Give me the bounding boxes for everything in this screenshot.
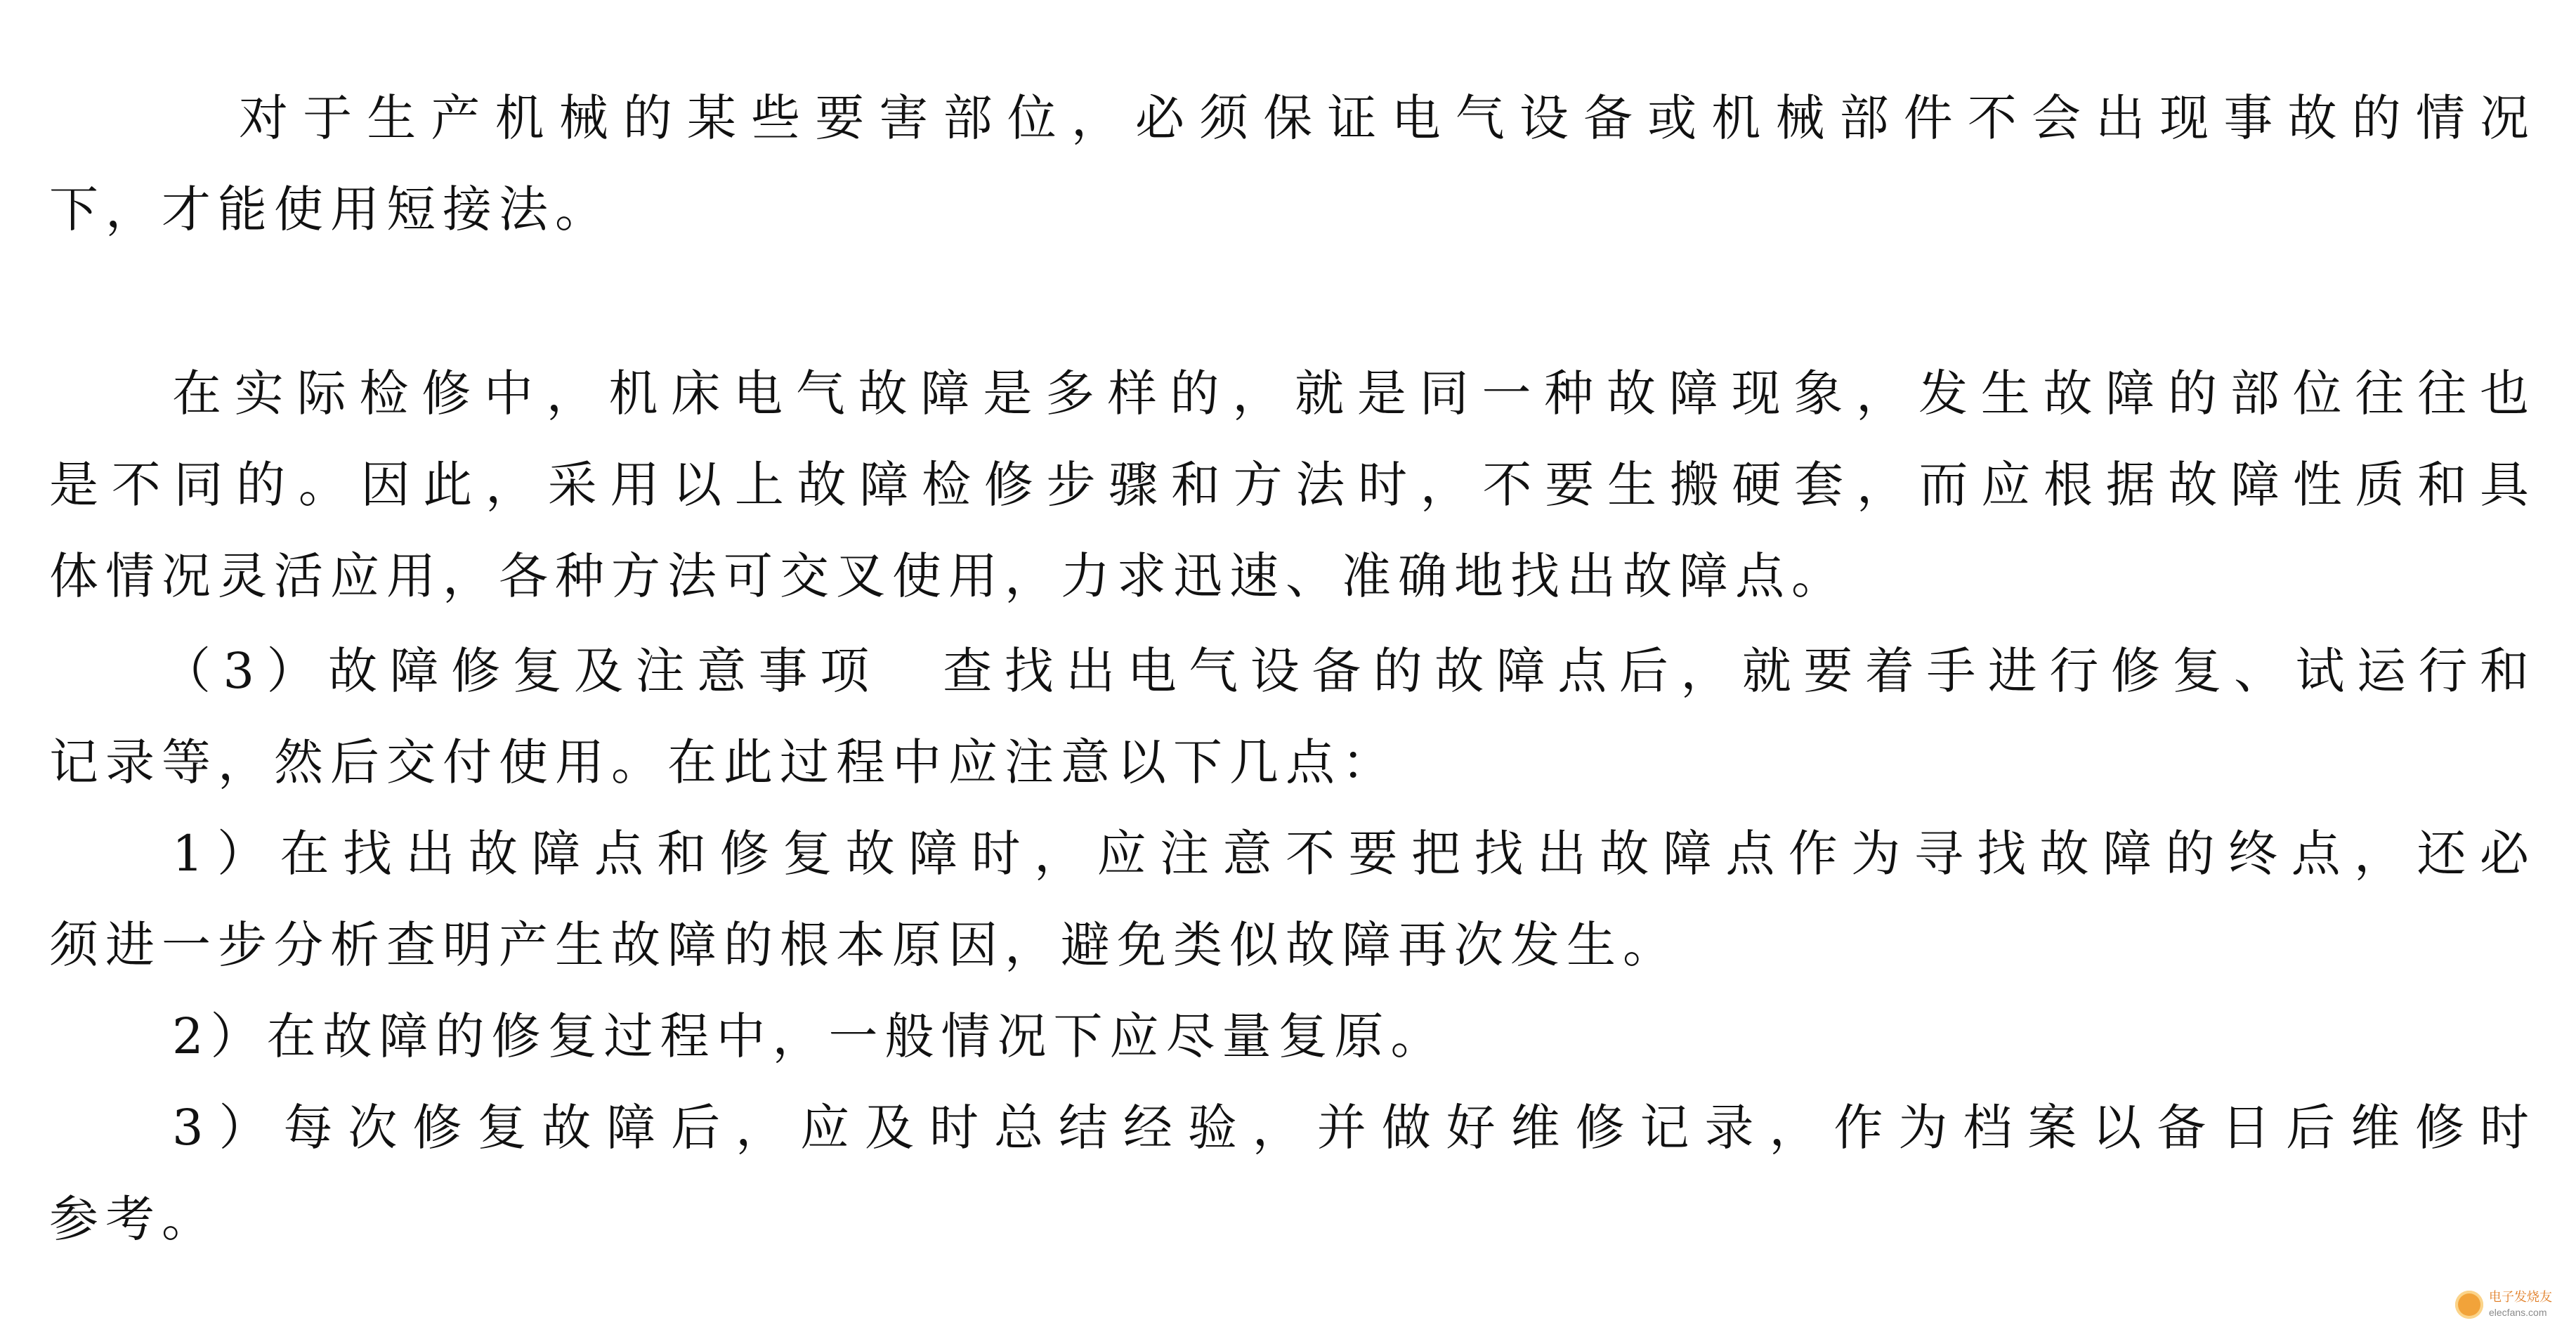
paragraph-2-line-3: 体情况灵活应用，各种方法可交叉使用，力求迅速、准确地找出故障点。 [49,547,1848,605]
paragraph-4-line-2: 须进一步分析查明产生故障的根本原因，避免类似故障再次发生。 [49,916,1679,974]
paragraph-1-line-1: 对于生产机械的某些要害部位，必须保证电气设备或机械部件不会出现事故的情况 [239,89,2536,147]
paragraph-3-line-1: （3）故障修复及注意事项 查找出电气设备的故障点后，就要着手进行修复、试运行和 [162,642,2536,700]
gear-logo-icon [2455,1291,2483,1319]
paragraph-4-line-1: 1）在找出故障点和修复故障时，应注意不要把找出故障点作为寻找故障的终点，还必 [172,825,2536,882]
paragraph-1-line-2: 下，才能使用短接法。 [49,181,611,238]
watermark-logo [2455,1285,2561,1324]
paragraph-3-line-2: 记录等，然后交付使用。在此过程中应注意以下几点： [49,733,1398,791]
watermark-subtext: elecfans.com [2489,1307,2547,1318]
paragraph-5-line-1: 2）在故障的修复过程中，一般情况下应尽量复原。 [172,1007,1447,1065]
paragraph-2-line-1: 在实际检修中，机床电气故障是多样的，就是同一种故障现象，发生故障的部位往往也 [172,365,2536,422]
paragraph-2-line-2: 是不同的。因此，采用以上故障检修步骤和方法时，不要生搬硬套，而应根据故障性质和具 [49,456,2536,514]
paragraph-6-line-1: 3）每次修复故障后，应及时总结经验，并做好维修记录，作为档案以备日后维修时 [172,1099,2536,1156]
watermark-text: 电子发烧友 [2489,1290,2552,1304]
paragraph-6-line-2: 参考。 [49,1190,218,1248]
